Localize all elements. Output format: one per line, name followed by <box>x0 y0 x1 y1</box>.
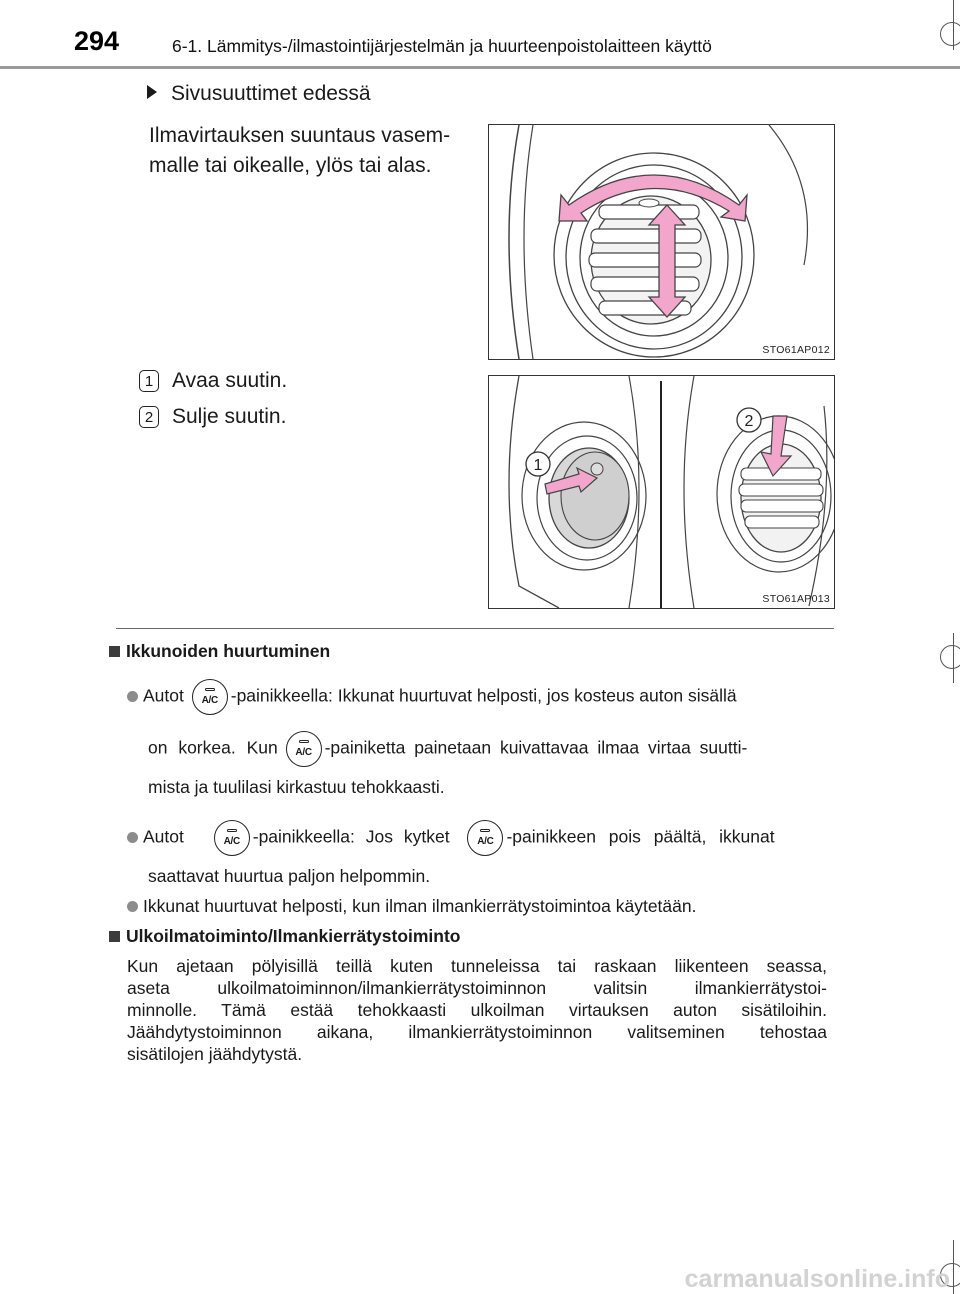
watermark: carmanualsonline.info <box>684 1265 950 1293</box>
header-divider <box>0 66 960 69</box>
triangle-bullet-icon <box>147 85 157 99</box>
side-vents-description: Ilmavirtauksen suuntaus vasem- malle tai oikealle, ylös tai alas. <box>149 124 451 177</box>
vent-direction-illustration <box>489 125 834 359</box>
square-bullet-icon <box>109 931 120 942</box>
recirculation-paragraph: Kun ajetaan pölyisillä teillä kuten tunneleissa tai raskaan liikenteen seassa, aseta ulkoilmatoiminnon/ilmankierrätystoiminnon valitsin ilmankierrätystoi- minnolle. Tämä estää tehokkaasti ulkoilman virtauksen auton sisätiloihin. Jäähdytystoiminnon aikana, ilmankierrätystoiminnon valitseminen tehostaa sisätilojen jäähdytystä. <box>127 956 827 1064</box>
fogging-heading: Ikkunoiden huurtuminen <box>109 641 330 662</box>
ac-button-icon: A/C <box>286 731 322 767</box>
recirculation-heading: Ulkoilmatoiminto/Ilmankierrätystoiminto <box>109 926 461 947</box>
vent-open-close-figure <box>488 375 835 609</box>
svg-text:1: 1 <box>533 457 543 474</box>
bullet-dot-icon <box>127 901 138 912</box>
step-open: 1 Avaa suutin. <box>139 369 287 393</box>
step-number-badge: 1 <box>139 370 159 392</box>
square-bullet-icon <box>109 646 120 657</box>
ac-button-icon: A/C <box>192 679 228 715</box>
section-divider <box>116 628 834 629</box>
fogging-bullet-3: Ikkunat huurtuvat helposti, kun ilman ilmankierrätystoimintoa käytetään. <box>127 896 696 917</box>
side-vents-subtitle: Sivusuuttimet edessä <box>147 82 371 106</box>
bullet-dot-icon <box>127 832 138 843</box>
chapter-title: 6-1. Lämmitys-/ilmastointijärjestelmän ja huurteenpoistolaitteen käyttö <box>172 36 712 56</box>
figure-code: STO61AP012 <box>762 344 830 356</box>
step-close: 2 Sulje suutin. <box>139 405 286 429</box>
ac-button-icon: A/C <box>214 820 250 856</box>
registration-mark-top-right <box>940 22 960 46</box>
vent-direction-figure <box>488 124 835 360</box>
step-number-badge: 2 <box>139 406 159 428</box>
registration-mark-right-middle <box>940 645 960 669</box>
page-number: 294 <box>74 26 120 56</box>
vent-open-close-illustration <box>489 376 834 608</box>
svg-text:2: 2 <box>744 413 754 430</box>
figure-code: STO61AP013 <box>762 593 830 605</box>
bullet-dot-icon <box>127 691 138 702</box>
ac-button-icon: A/C <box>467 820 503 856</box>
